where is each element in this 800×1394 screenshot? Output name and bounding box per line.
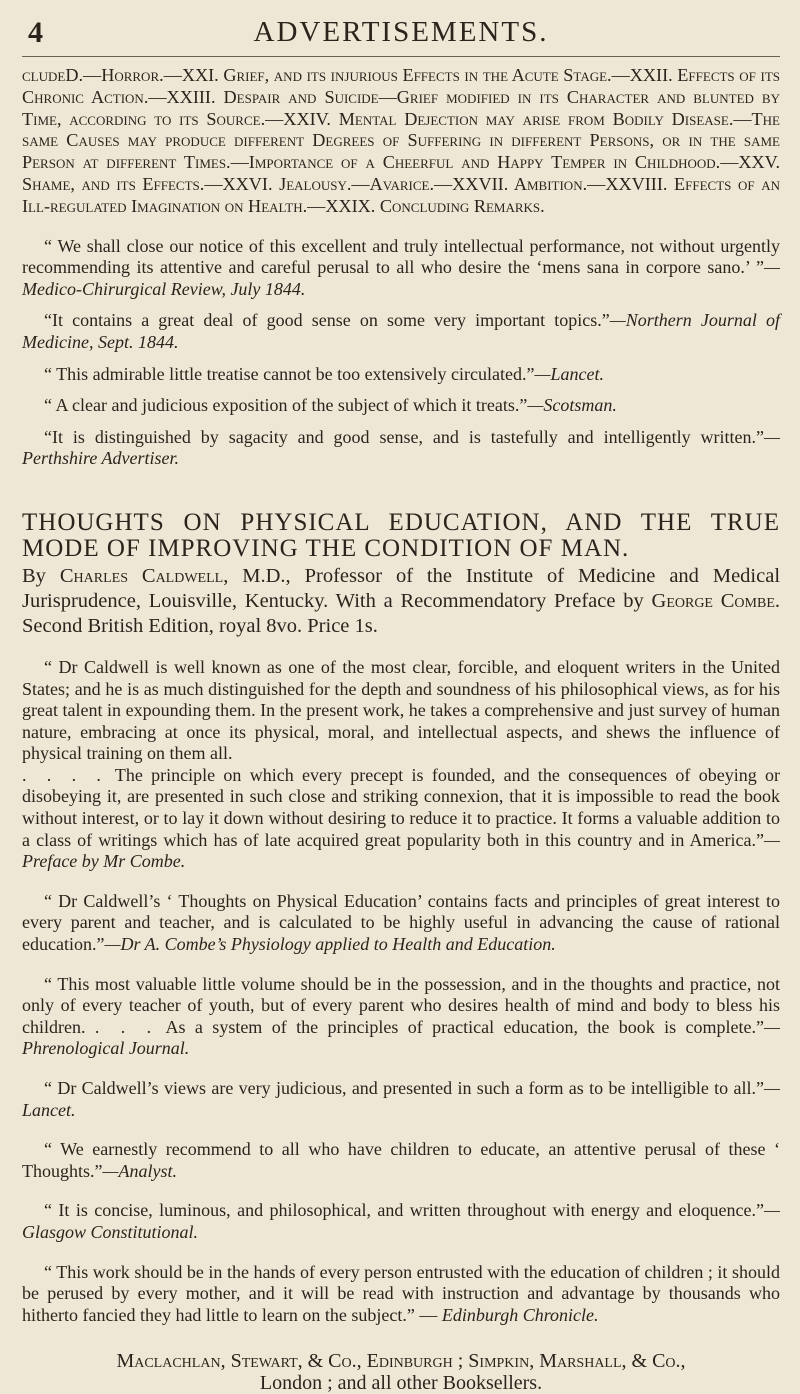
- review-source: —Lancet.: [534, 363, 604, 384]
- page-number: 4: [28, 16, 43, 49]
- review-source: —Lancet.: [22, 1078, 780, 1120]
- review-quote: “ This admirable little treatise cannot be too extensively circulated.”: [44, 363, 535, 384]
- review-quote: “ A clear and judicious exposition of the subject of which it treats.”: [44, 395, 528, 416]
- review-source: Edinburgh Chronicle.: [441, 1304, 599, 1325]
- book-by: By: [22, 564, 46, 587]
- review-analyst: [22, 1139, 780, 1182]
- review-perthshire: [22, 427, 780, 470]
- header-rule: [22, 56, 780, 57]
- review-medico-chirurgical: [22, 236, 780, 301]
- review-quote: “It is distinguished by sagacity and good sense, and is tastefully and intelligently written.”: [44, 426, 764, 447]
- review-source: —Northern Journal of Medicine, Sept. 1844.: [22, 310, 780, 352]
- review-source: —Glasgow Constitutional.: [22, 1200, 780, 1242]
- review-combe-preface: [22, 657, 780, 873]
- review-phrenological: [22, 974, 780, 1060]
- review-quote: “ Dr Caldwell’s ‘ Thoughts on Physical Education’ contains facts and principles of great interest to every parent and teacher, and is calculated to be highly useful in advancing the cause of rational education.”: [22, 890, 780, 955]
- ellipsis: . . .: [94, 1016, 158, 1037]
- reviews-first-book: [22, 236, 780, 470]
- review-lancet-2: [22, 1078, 780, 1121]
- review-physiology: [22, 891, 780, 956]
- book-preface-author: George Combe: [651, 589, 775, 612]
- review-quote: “ Dr Caldwell is well known as one of the most clear, forcible, and eloquent writers in the United States; and he is as much distinguished for the depth and soundness of his philosophical views, as for his great talent in expounding them. In the present work, he takes a comprehensive and just survey of human nature, embracing at once its physical, moral, and intellectual aspects, and shews the influence of physical training on them all.: [22, 656, 780, 764]
- review-quote: “ We shall close our notice of this excellent and truly intellectual performance, not without urgently recommending its attentive and careful perusal to all who desire the ‘mens sana in corpore sano.’ ”: [22, 235, 780, 278]
- publisher-imprint: [22, 1350, 780, 1394]
- ellipsis: . . . .: [22, 764, 107, 785]
- review-quote: “ This most valuable little volume should be in the possession, and in the thoughts and practice, not only of every teacher of youth, but of every parent who desires health of mind and body to bless his children.: [22, 973, 780, 1037]
- book-details-2: . Second British Edition, royal 8vo. Price 1s.: [22, 589, 781, 637]
- review-quote: “ Dr Caldwell’s views are very judicious, and presented in such a form as to be intelligible to all.”: [44, 1078, 764, 1099]
- review-quote: “ We earnestly recommend to all who have children to educate, an attentive perusal of these ‘ Thoughts.”: [22, 1139, 780, 1181]
- review-quote: “ It is concise, luminous, and philosophical, and written throughout with energy and eloquence.”: [44, 1200, 764, 1221]
- review-quote: “It contains a great deal of good sense on some very important topics.”: [44, 310, 610, 331]
- review-northern-journal: [22, 310, 780, 353]
- publisher-line-2: London ; and all other Booksellers.: [259, 1372, 543, 1394]
- page-title: ADVERTISEMENTS.: [253, 16, 549, 48]
- review-glasgow: [22, 1200, 780, 1243]
- book-advertisement: [22, 510, 780, 639]
- reviews-second-book: [22, 657, 780, 1326]
- review-quote: “ This work should be in the hands of every person entrusted with the education of children ; it should be perused by every mother, and it will be read with instruction and advantage by thousands who hitherto fancied they had little to learn on the subject.” —: [22, 1261, 780, 1325]
- review-source: —Perthshire Advertiser.: [22, 426, 780, 469]
- review-scotsman: [22, 395, 780, 417]
- review-source: —Phrenological Journal.: [22, 1016, 781, 1059]
- review-source: —Dr A. Combe’s Physiology applied to Health and Education.: [104, 934, 556, 955]
- review-edinburgh: [22, 1262, 780, 1327]
- review-source: —Medico-Chirurgical Review, July 1844.: [22, 257, 780, 299]
- running-head: [22, 0, 780, 56]
- review-source: —Scotsman.: [527, 395, 617, 416]
- publisher-line-1: Maclachlan, Stewart, & Co., Edinburgh ; Simpkin, Marshall, & Co.,: [116, 1350, 686, 1373]
- review-lancet: [22, 364, 780, 386]
- review-quote-continued: As a system of the principles of practical education, the book is complete.”: [165, 1016, 764, 1037]
- book-details: [22, 564, 780, 639]
- book-author: Charles Caldwell: [59, 564, 224, 587]
- book-title: THOUGHTS ON PHYSICAL EDUCATION, AND THE TRUE MODE OF IMPROVING THE CONDITION OF MAN.: [22, 508, 780, 562]
- book-details-1: , M.D., Professor of the Institute of Medicine and Medical Jurisprudence, Louisville, Kentucky. With a Recommendatory Preface by: [22, 564, 781, 612]
- review-quote-continued: The principle on which every precept is founded, and the consequences of obeying or disobeying it, are presented in such close and striking connexion, that it is impossible to read the book without interest, or to lay it down without desiring to reduce it to practice. It forms a valuable addition to a class of writings which has of late acquired great popularity both in this country and in America.”: [22, 764, 780, 850]
- review-source: —Analyst.: [102, 1160, 177, 1181]
- review-source: —Preface by Mr Combe.: [22, 829, 780, 872]
- contents-list: cludeD.—Horror.—XXI. Grief, and its injurious Effects in the Acute Stage.—XXII. Effects of its Chronic Action.—XXIII. Despair and Suicide—Grief modified in its Character and blunted by Time, according to its Source.—XXIV. Mental Dejection may arise from Bodily Disease.—The same Causes may produce different Degrees of Suffering in different Persons, or in the same Person at different Times.—Importance of a Cheerful and Happy Temper in Childhood.—XXV. Shame, and its Effects.—XXVI. Jealousy.—Avarice.—XXVII. Ambition.—XXVIII. Effects of an Ill-regulated Imagination on Health.—XXIX. Concluding Remarks.: [22, 65, 780, 216]
